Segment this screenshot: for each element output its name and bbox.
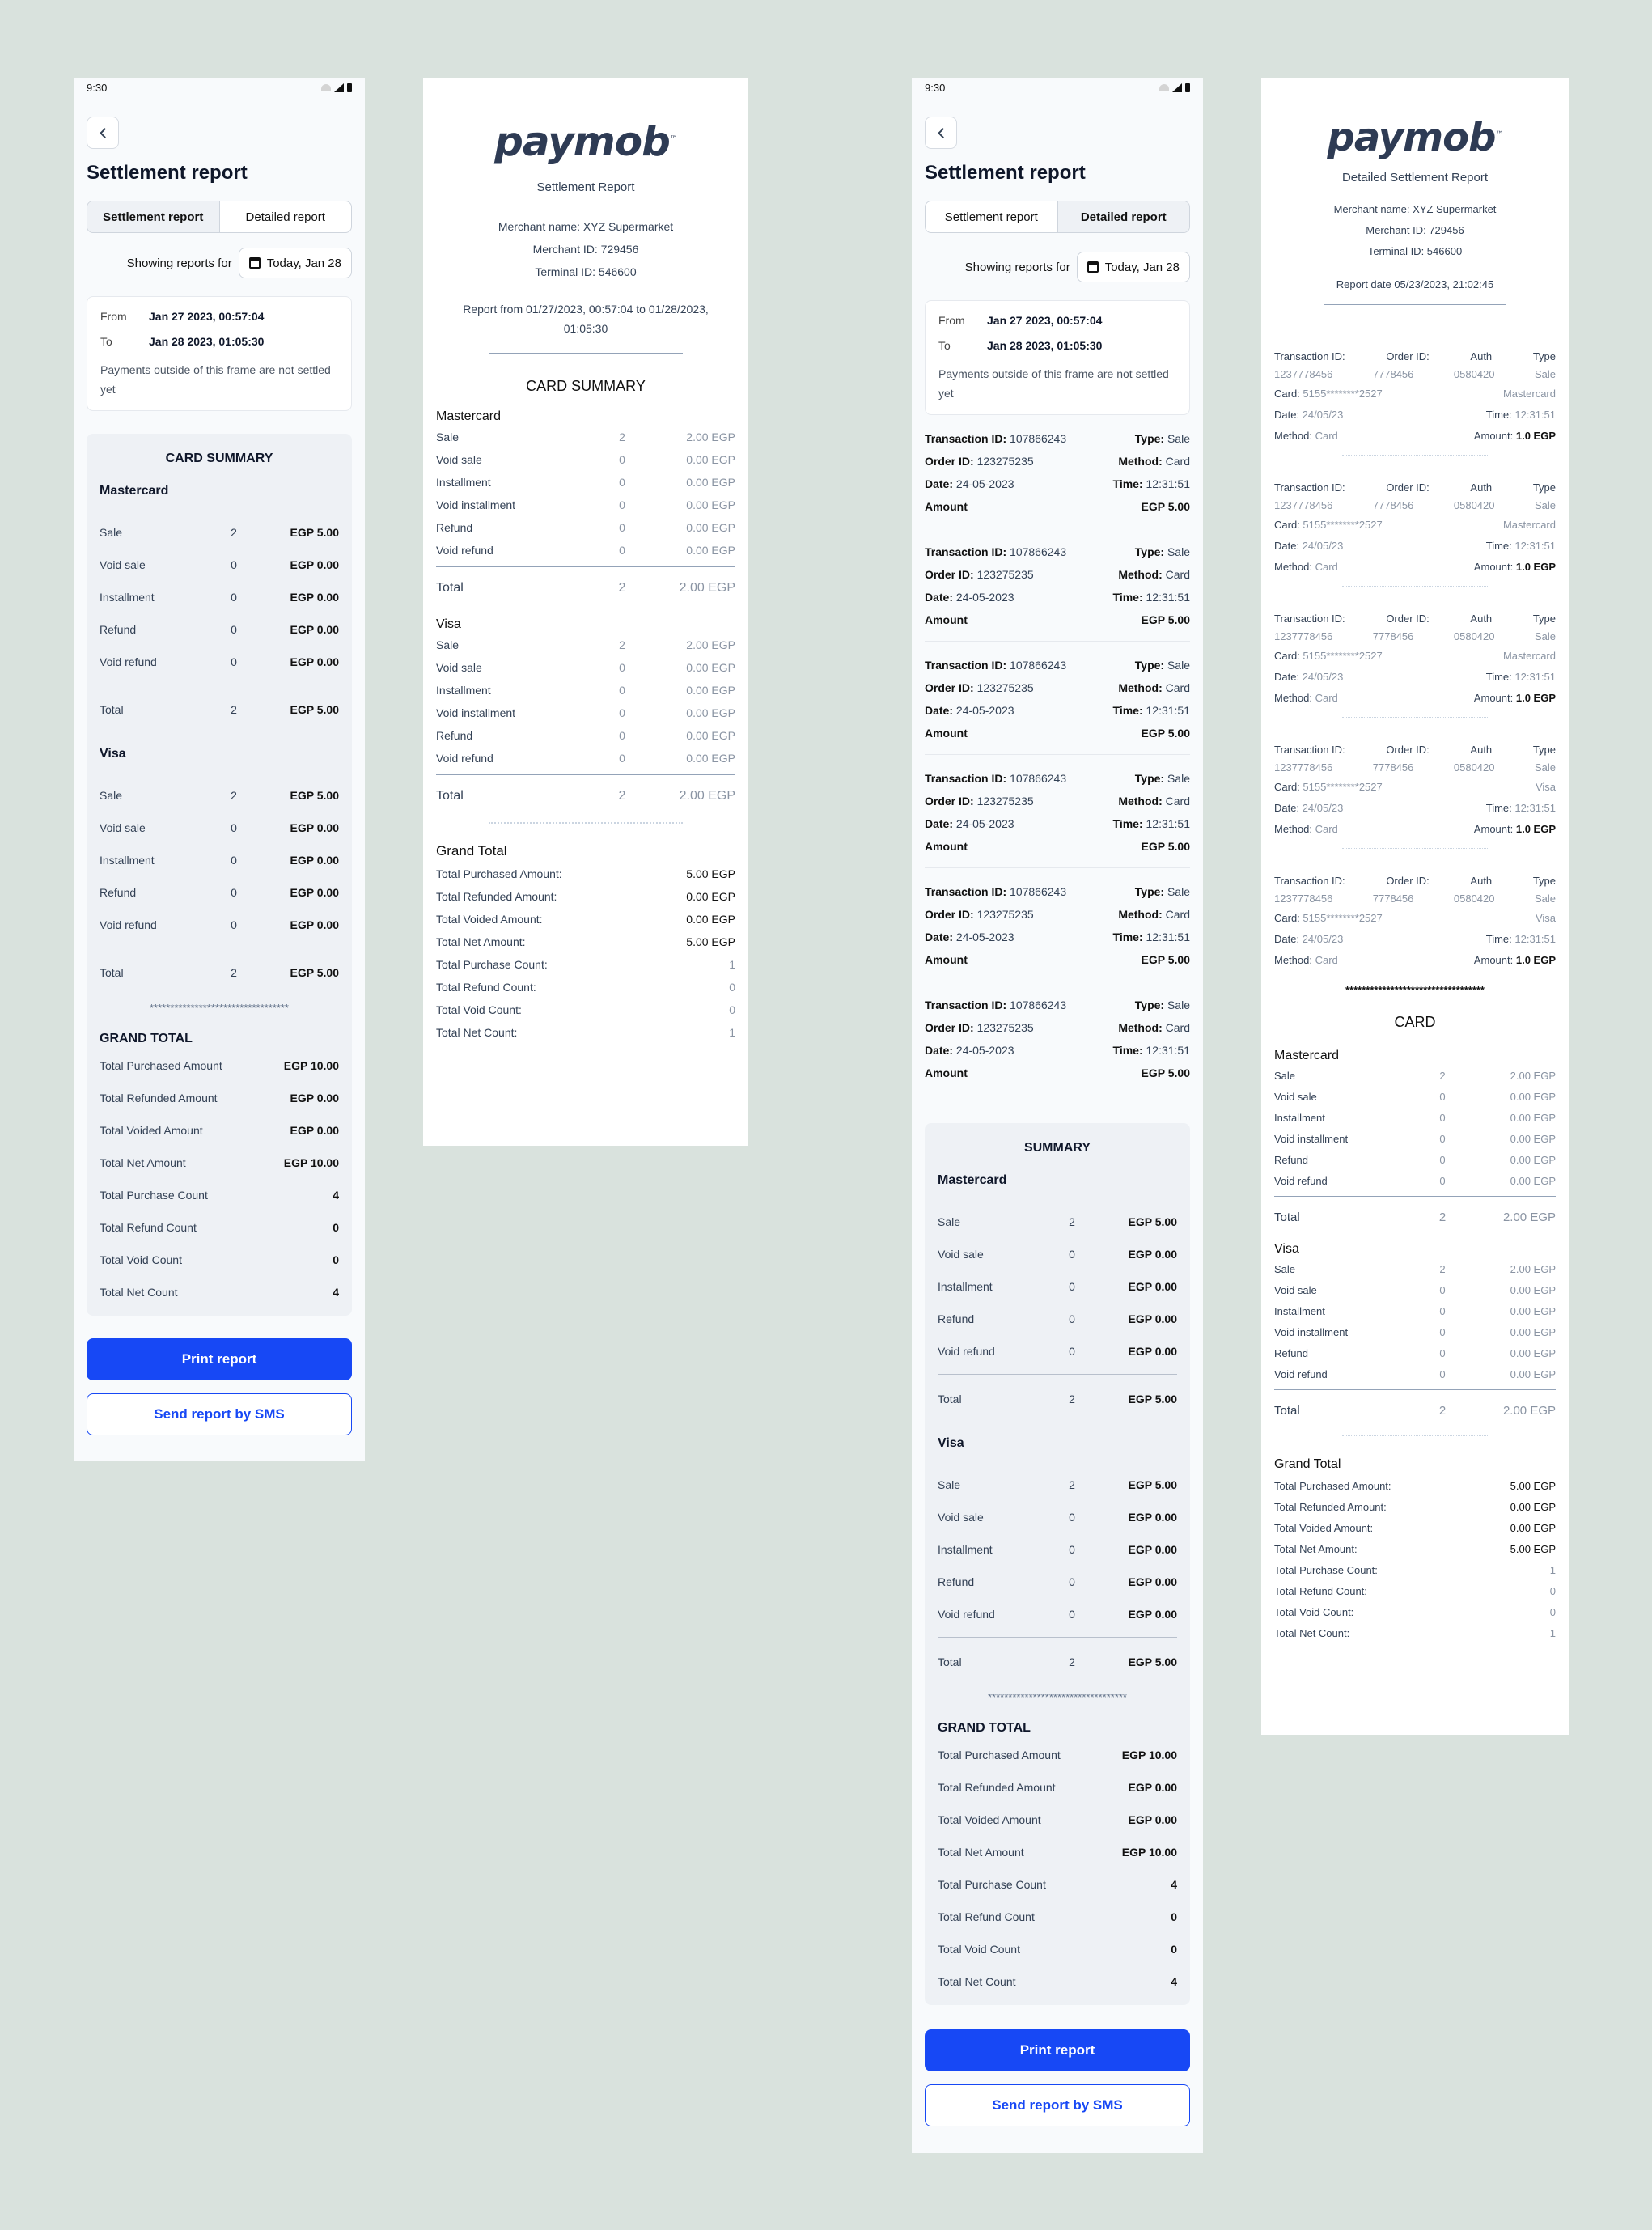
divider [938,1374,1177,1375]
back-button[interactable] [87,117,119,149]
battery-icon [1185,83,1190,92]
summary-row: Sale 2 EGP 5.00 [100,526,339,539]
grand-total-row: Total Void Count 0 [100,1253,339,1266]
summary-total-row: Total 2 2.00 EGP [436,581,735,595]
brand-name: Visa [436,617,461,631]
summary-row: Void refund 0 EGP 0.00 [938,1345,1177,1358]
summary-row: Installment 0 0.00 EGP [436,476,735,489]
grand-total-title: GRAND TOTAL [100,1032,193,1045]
detailed-settlement-receipt [1261,78,1569,1735]
summary-row: Sale 2 2.00 EGP [436,638,735,651]
summary-row: Void refund 0 EGP 0.00 [938,1608,1177,1621]
from-label: From [100,310,127,323]
summary-row: Void sale 0 EGP 0.00 [938,1248,1177,1261]
summary-row: Void sale 0 0.00 EGP [436,453,735,466]
dotted-divider [1342,586,1488,587]
terminal-id: Terminal ID: 546600 [535,265,637,278]
summary-row: Void sale 0 EGP 0.00 [100,821,339,834]
grand-total-row: Total Void Count 0 [938,1943,1177,1956]
grand-total-row: Total Net Amount EGP 10.00 [938,1846,1177,1859]
terminal-id: Terminal ID: 546600 [1367,245,1463,257]
brand-name: Visa [1274,1242,1299,1256]
summary-row: Void refund 0 0.00 EGP [1274,1367,1556,1380]
date-filter [127,248,352,278]
summary-total-row: Total 2 EGP 5.00 [100,703,339,716]
print-report-button[interactable]: Print report [925,2029,1190,2071]
separator-stars: ********************************** [987,1691,1127,1703]
send-sms-button[interactable]: Send report by SMS [925,2084,1190,2126]
visa-section [100,747,339,989]
dotted-divider [1342,455,1488,456]
battery-icon [347,83,352,92]
summary-row: Sale 2 2.00 EGP [436,430,735,443]
summary-row: Sale 2 2.00 EGP [1274,1069,1556,1082]
summary-row: Void installment 0 0.00 EGP [436,498,735,511]
merchant-name: Merchant name: XYZ Supermarket [498,220,674,233]
date-filter [965,252,1190,282]
calendar-icon [249,257,261,269]
calendar-icon [1087,261,1099,273]
tab-detailed-report[interactable]: Detailed report [1057,201,1190,232]
paymob-logo: paymob™ [494,118,677,165]
grand-total-row: Total Net Count 4 [100,1286,339,1299]
receipt-heading: Detailed Settlement Report [1341,171,1489,184]
send-sms-button[interactable]: Send report by SMS [87,1393,352,1435]
transaction-item[interactable]: Transaction ID: 107866243 Type: Sale Order ID: 123275235 Method: Card Date: 24-05-2023 Time: 12:31:51 Amount EGP 5.00 [925,427,1190,528]
summary-row: Sale 2 EGP 5.00 [938,1215,1177,1228]
grand-total-row: Total Void Count: 0 [436,1003,735,1016]
separator-stars: ********************************** [149,1002,289,1014]
dotted-divider [489,822,683,824]
summary-row: Installment 0 EGP 0.00 [100,854,339,867]
grand-total-row: Total Voided Amount EGP 0.00 [100,1124,339,1137]
signal-icon [1172,83,1182,92]
grand-total-row: Total Refund Count: 0 [436,981,735,994]
chevron-left-icon [938,128,948,138]
summary-row: Void sale 0 0.00 EGP [1274,1283,1556,1296]
summary-row: Sale 2 EGP 5.00 [100,789,339,802]
page-title: Settlement report [87,162,248,184]
brand-name: Mastercard [1274,1049,1340,1062]
report-tabs [925,201,1190,233]
transaction-item[interactable]: Transaction ID: 107866243 Type: Sale Order ID: 123275235 Method: Card Date: 24-05-2023 Time: 12:31:51 Amount EGP 5.00 [925,767,1190,868]
from-label: From [938,314,965,327]
detailed-transaction: Transaction ID: Order ID: Auth Type 1237778456 7778456 0580420 Sale Card: 5155********2527 Mastercard Date: 24/05/23 Time: 12:31:51 Method: Card Amount: 1.0 EGP [1274,610,1556,718]
paymob-logo: paymob™ [1327,115,1503,160]
grand-total-row: Total Refunded Amount EGP 0.00 [100,1092,339,1104]
showing-label: Showing reports for [126,256,232,270]
summary-row: Void sale 0 EGP 0.00 [100,558,339,571]
status-time: 9:30 [925,81,946,94]
grand-total-row: Total Net Amount EGP 10.00 [100,1156,339,1169]
summary-title: SUMMARY [1023,1141,1091,1155]
dotted-divider [1342,848,1488,849]
visa-section [938,1436,1177,1678]
summary-row: Refund 0 0.00 EGP [1274,1346,1556,1359]
brand-name: Mastercard [100,484,169,498]
time-frame-card [925,300,1190,415]
settlement-report-screen [74,78,365,1461]
divider [489,353,683,354]
grand-total-row: Total Net Count 4 [938,1975,1177,1988]
merchant-id: Merchant ID: 729456 [532,243,639,256]
summary-row: Installment 0 EGP 0.00 [100,591,339,604]
card-summary [87,434,352,1316]
summary-title: CARD SUMMARY [165,452,273,465]
summary-row: Sale 2 EGP 5.00 [938,1478,1177,1491]
detailed-transaction: Transaction ID: Order ID: Auth Type 1237778456 7778456 0580420 Sale Card: 5155********2527 Visa Date: 24/05/23 Time: 12:31:51 Method: Card Amount: 1.0 EGP [1274,741,1556,849]
detailed-transaction: Transaction ID: Order ID: Auth Type 1237778456 7778456 0580420 Sale Card: 5155********2527 Mastercard Date: 24/05/23 Time: 12:31:51 Method: Card Amount: 1.0 EGP [1274,348,1556,456]
to-label: To [100,335,112,348]
grand-total-row: Total Voided Amount: 0.00 EGP [1274,1521,1556,1534]
tab-detailed-report[interactable]: Detailed report [219,201,352,232]
chevron-left-icon [100,128,110,138]
transaction-item[interactable]: Transaction ID: 107866243 Type: Sale Order ID: 123275235 Method: Card Date: 24-05-2023 Time: 12:31:51 Amount EGP 5.00 [925,880,1190,981]
summary-row: Installment 0 0.00 EGP [436,684,735,697]
wifi-icon [1159,84,1169,91]
grand-total-row: Total Purchased Amount EGP 10.00 [938,1749,1177,1762]
tab-settlement-report[interactable]: Settlement report [87,201,219,232]
brand-name: Mastercard [436,409,502,423]
summary-total-row: Total 2 EGP 5.00 [938,1656,1177,1668]
to-label: To [938,339,951,352]
grand-total-row: Total Purchase Count: 1 [436,958,735,971]
detailed-transaction: Transaction ID: Order ID: Auth Type 1237778456 7778456 0580420 Sale Card: 5155********2527 Visa Date: 24/05/23 Time: 12:31:51 Method: Card Amount: 1.0 EGP [1274,875,1556,966]
summary-row: Refund 0 0.00 EGP [436,521,735,534]
summary-row: Refund 0 EGP 0.00 [938,1312,1177,1325]
grand-total-row: Total Net Amount: 5.00 EGP [1274,1542,1556,1555]
summary-row: Void refund 0 0.00 EGP [436,752,735,765]
report-tabs [87,201,352,233]
brand-name: Visa [100,747,126,761]
summary-row: Void sale 0 EGP 0.00 [938,1511,1177,1524]
summary-total-row: Total 2 2.00 EGP [1274,1210,1556,1224]
date-picker-label: Today, Jan 28 [266,256,341,270]
grand-total-row: Total Net Count: 1 [1274,1626,1556,1639]
grand-total-row: Total Refunded Amount: 0.00 EGP [436,890,735,903]
receipt-heading: Settlement Report [536,180,635,194]
report-range: Report from 01/27/2023, 00:57:04 to 01/28/2023, 01:05:30 [463,303,709,335]
dotted-divider [1342,1435,1488,1436]
summary-row: Installment 0 0.00 EGP [1274,1111,1556,1124]
summary-row: Sale 2 2.00 EGP [1274,1262,1556,1275]
summary-row: Void refund 0 EGP 0.00 [100,918,339,931]
grand-total-row: Total Refund Count 0 [100,1221,339,1234]
grand-total-row: Total Net Amount: 5.00 EGP [436,935,735,948]
grand-total-row: Total Refund Count: 0 [1274,1584,1556,1597]
summary-row: Installment 0 EGP 0.00 [938,1543,1177,1556]
print-report-button[interactable]: Print report [87,1338,352,1380]
summary-row: Void sale 0 0.00 EGP [1274,1090,1556,1103]
separator-stars: ********************************** [1345,984,1485,996]
summary-row: Installment 0 0.00 EGP [1274,1304,1556,1317]
grand-total-title: Grand Total [436,843,507,859]
date-picker-button[interactable] [239,248,352,278]
signal-icon [334,83,344,92]
grand-total-row: Total Purchase Count 4 [100,1189,339,1202]
grand-total-row: Total Purchased Amount: 5.00 EGP [436,867,735,880]
summary-title: CARD SUMMARY [526,378,646,394]
date-picker-label: Today, Jan 28 [1104,260,1180,274]
grand-total-row: Total Purchased Amount: 5.00 EGP [1274,1479,1556,1492]
grand-total-row: Total Purchase Count: 1 [1274,1563,1556,1576]
merchant-name: Merchant name: XYZ Supermarket [1333,203,1497,215]
summary-row: Void refund 0 0.00 EGP [1274,1174,1556,1187]
grand-total-row: Total Refunded Amount: 0.00 EGP [1274,1500,1556,1513]
settlement-receipt [423,78,748,1146]
report-date: Report date 05/23/2023, 21:02:45 [1336,278,1494,290]
transaction-item[interactable]: Transaction ID: 107866243 Type: Sale Order ID: 123275235 Method: Card Date: 24-05-2023 Time: 12:31:51 Amount EGP 5.00 [925,541,1190,642]
summary-total-row: Total 2 2.00 EGP [1274,1403,1556,1418]
summary-total-row: Total 2 EGP 5.00 [938,1393,1177,1405]
showing-label: Showing reports for [964,260,1070,274]
mastercard-section [938,1173,1177,1415]
from-value: Jan 27 2023, 00:57:04 [149,310,265,323]
summary-card [925,1123,1190,2005]
summary-row: Refund 0 EGP 0.00 [100,623,339,636]
summary-row: Void installment 0 0.00 EGP [436,706,735,719]
summary-row: Installment 0 EGP 0.00 [938,1280,1177,1293]
summary-title: CARD [1394,1014,1436,1030]
summary-row: Refund 0 EGP 0.00 [100,886,339,899]
divider [938,1637,1177,1638]
status-bar [912,78,1203,97]
grand-total-row: Total Refunded Amount EGP 0.00 [938,1781,1177,1794]
summary-row: Void refund 0 0.00 EGP [436,544,735,557]
status-time: 9:30 [87,81,108,94]
grand-total-row: Total Refund Count 0 [938,1910,1177,1923]
status-bar [74,78,365,97]
summary-row: Void refund 0 EGP 0.00 [100,655,339,668]
mastercard-section [100,484,339,726]
grand-total-row: Total Void Count: 0 [1274,1605,1556,1618]
time-frame-card [87,296,352,411]
dotted-divider [1342,717,1488,718]
summary-row: Void installment 0 0.00 EGP [1274,1132,1556,1145]
transaction-item[interactable]: Transaction ID: 107866243 Type: Sale Order ID: 123275235 Method: Card Date: 24-05-2023 Time: 12:31:51 Amount EGP 5.00 [925,654,1190,755]
grand-total-row: Total Voided Amount: 0.00 EGP [436,913,735,926]
grand-total-row: Total Voided Amount EGP 0.00 [938,1813,1177,1826]
summary-row: Void sale 0 0.00 EGP [436,661,735,674]
grand-total-row: Total Net Count: 1 [436,1026,735,1039]
page-title: Settlement report [925,162,1086,184]
summary-total-row: Total 2 EGP 5.00 [100,966,339,979]
brand-name: Mastercard [938,1173,1007,1187]
detailed-report-screen [912,78,1203,2153]
summary-row: Refund 0 EGP 0.00 [938,1575,1177,1588]
date-picker-button[interactable] [1077,252,1190,282]
merchant-id: Merchant ID: 729456 [1366,224,1464,236]
to-value: Jan 28 2023, 01:05:30 [987,339,1103,352]
to-value: Jan 28 2023, 01:05:30 [149,335,265,348]
brand-name: Visa [938,1436,964,1450]
grand-total-title: Grand Total [1274,1457,1341,1471]
transaction-item[interactable]: Transaction ID: 107866243 Type: Sale Order ID: 123275235 Method: Card Date: 24-05-2023 Time: 12:31:51 Amount EGP 5.00 [925,998,1190,1079]
settlement-note: Payments outside of this frame are not settled yet [938,367,1169,400]
back-button[interactable] [925,117,957,149]
tab-settlement-report[interactable]: Settlement report [944,210,1038,224]
summary-total-row: Total 2 2.00 EGP [436,789,735,803]
summary-row: Refund 0 0.00 EGP [1274,1153,1556,1166]
grand-total-row: Total Purchased Amount EGP 10.00 [100,1059,339,1072]
from-value: Jan 27 2023, 00:57:04 [987,314,1103,327]
wifi-icon [321,84,331,91]
summary-row: Void installment 0 0.00 EGP [1274,1325,1556,1338]
divider [1324,304,1506,305]
detailed-transaction: Transaction ID: Order ID: Auth Type 1237778456 7778456 0580420 Sale Card: 5155********2527 Mastercard Date: 24/05/23 Time: 12:31:51 Method: Card Amount: 1.0 EGP [1274,479,1556,587]
summary-row: Refund 0 0.00 EGP [436,729,735,742]
grand-total-title: GRAND TOTAL [938,1721,1031,1735]
grand-total-row: Total Purchase Count 4 [938,1878,1177,1891]
settlement-note: Payments outside of this frame are not settled yet [100,363,331,396]
